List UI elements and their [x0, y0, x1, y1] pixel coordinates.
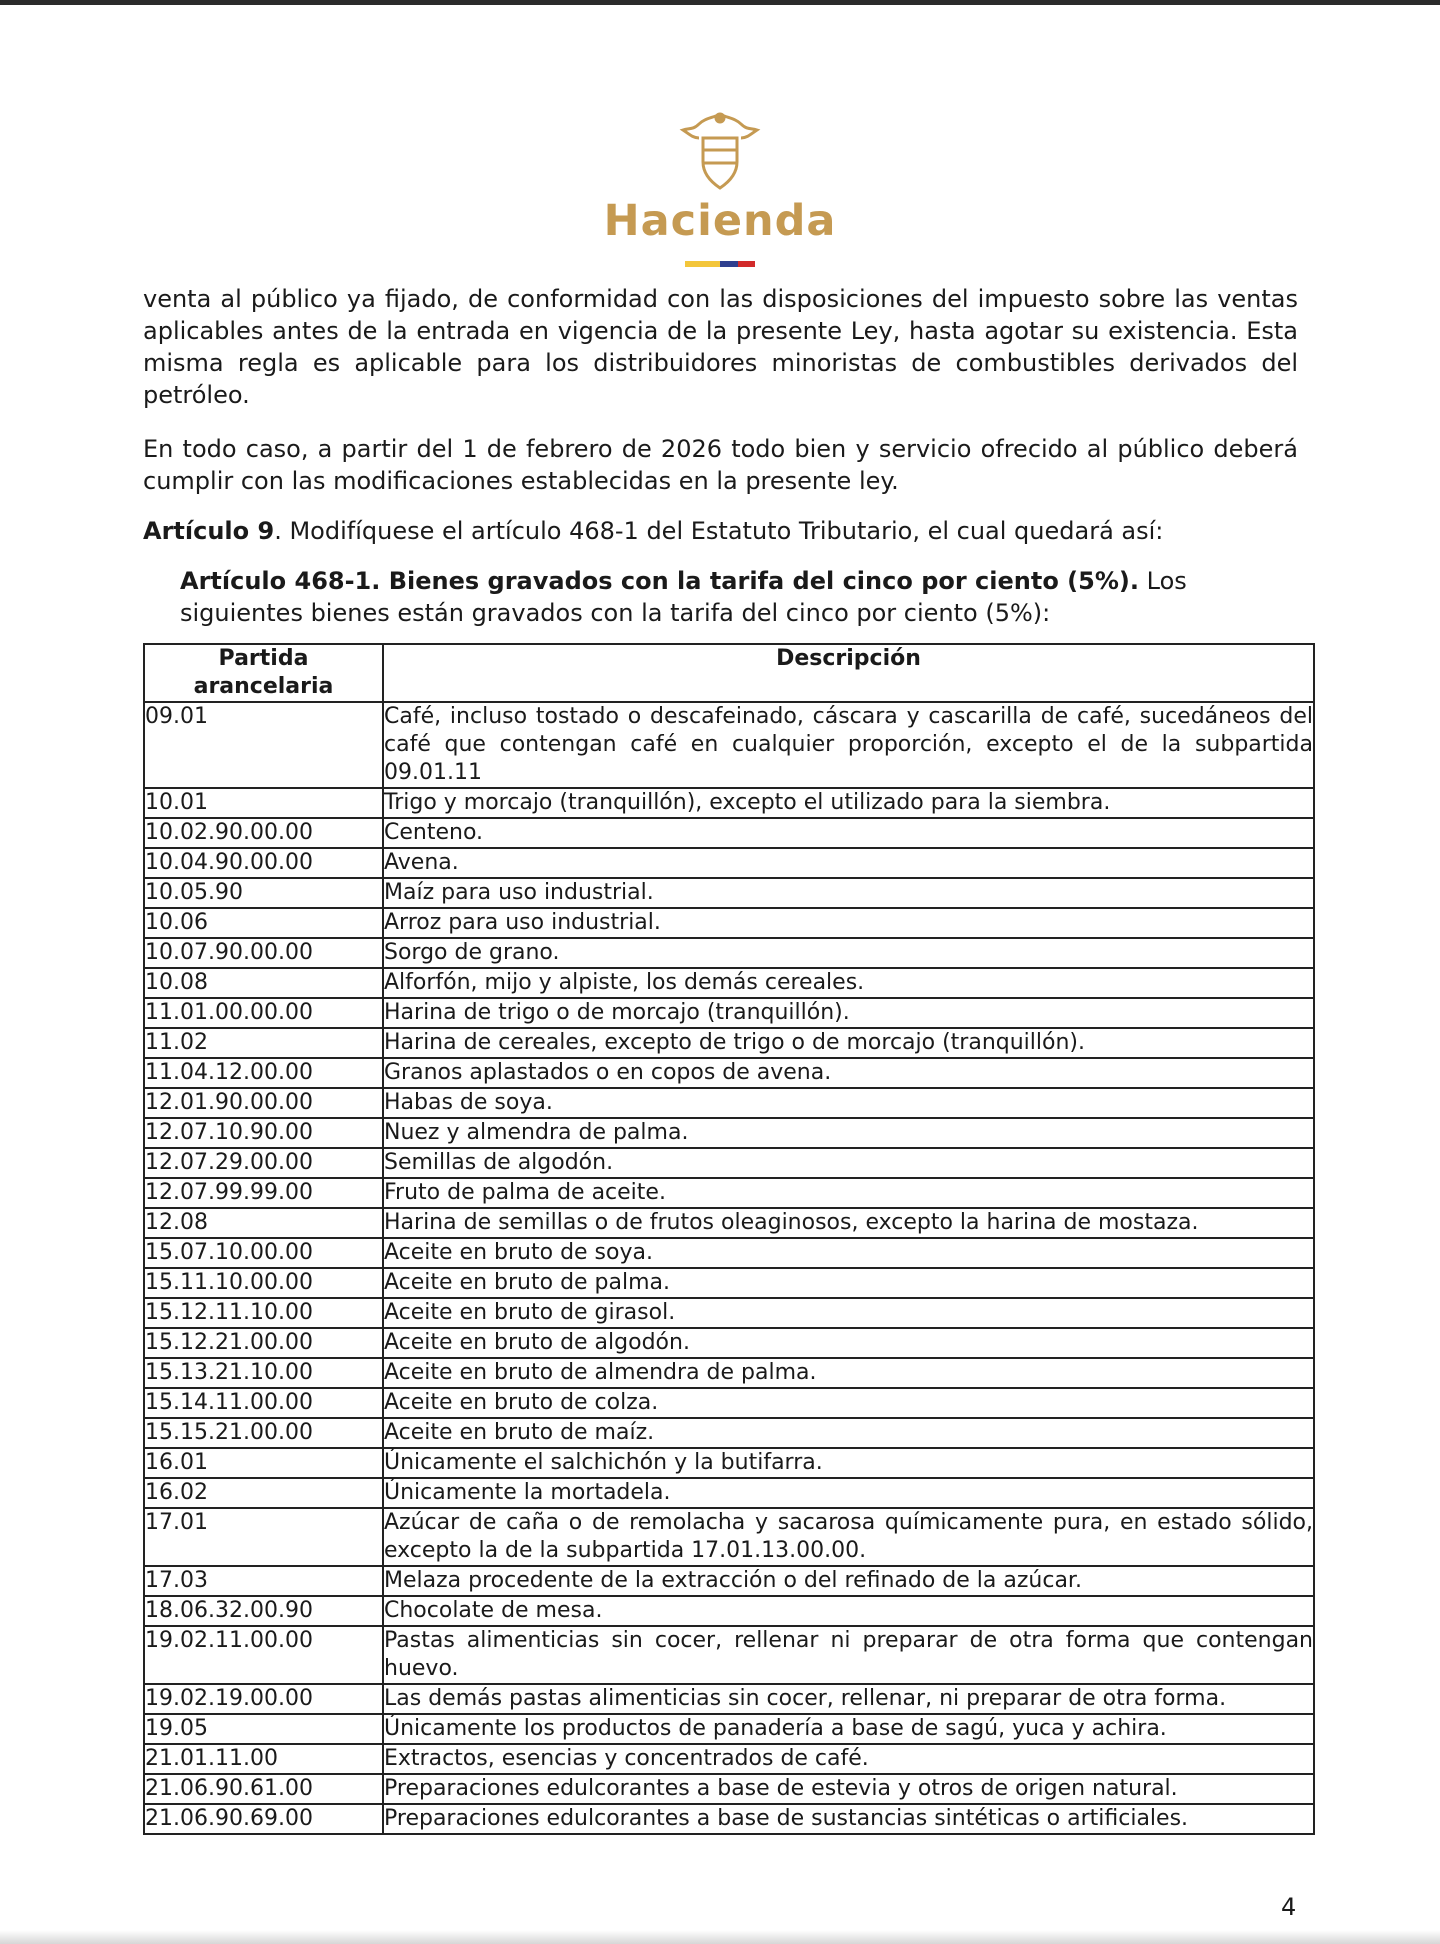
- brand-name: Hacienda: [603, 196, 837, 246]
- descripcion-cell: Únicamente la mortadela.: [383, 1478, 1314, 1508]
- descripcion-cell: Aceite en bruto de almendra de palma.: [383, 1358, 1314, 1388]
- descripcion-cell: Las demás pastas alimenticias sin cocer, rellenar, ni preparar de otra forma.: [383, 1684, 1314, 1714]
- partida-cell: 15.12.11.10.00: [144, 1298, 383, 1328]
- table-row: [144, 1298, 1314, 1328]
- descripcion-cell: Aceite en bruto de maíz.: [383, 1418, 1314, 1448]
- table-row: [144, 998, 1314, 1028]
- descripcion-cell: Harina de cereales, excepto de trigo o de morcajo (tranquillón).: [383, 1028, 1314, 1058]
- table-row: [144, 1268, 1314, 1298]
- partida-cell: 10.02.90.00.00: [144, 818, 383, 848]
- partida-cell: 10.06: [144, 908, 383, 938]
- partida-cell: 15.15.21.00.00: [144, 1418, 383, 1448]
- table-row: [144, 1626, 1314, 1684]
- table-row: [144, 1596, 1314, 1626]
- table-row: [144, 1684, 1314, 1714]
- table-header-row: [144, 644, 1314, 702]
- descripcion-cell: Únicamente los productos de panadería a base de sagú, yuca y achira.: [383, 1714, 1314, 1744]
- partida-cell: 16.02: [144, 1478, 383, 1508]
- partida-cell: 19.05: [144, 1714, 383, 1744]
- descripcion-cell: Pastas alimenticias sin cocer, rellenar ni preparar de otra forma que contengan huevo.: [383, 1626, 1314, 1684]
- partida-cell: 11.02: [144, 1028, 383, 1058]
- descripcion-cell: Alforfón, mijo y alpiste, los demás cereales.: [383, 968, 1314, 998]
- table-row: [144, 1148, 1314, 1178]
- partida-cell: 15.07.10.00.00: [144, 1238, 383, 1268]
- partida-cell: 12.01.90.00.00: [144, 1088, 383, 1118]
- table-row: [144, 1804, 1314, 1834]
- table-row: [144, 1714, 1314, 1744]
- descripcion-cell: Nuez y almendra de palma.: [383, 1118, 1314, 1148]
- descripcion-cell: Harina de trigo o de morcajo (tranquillón).: [383, 998, 1314, 1028]
- partida-cell: 21.06.90.61.00: [144, 1774, 383, 1804]
- partida-cell: 15.11.10.00.00: [144, 1268, 383, 1298]
- table-row: [144, 818, 1314, 848]
- descripcion-cell: Aceite en bruto de palma.: [383, 1268, 1314, 1298]
- partida-cell: 12.07.10.90.00: [144, 1118, 383, 1148]
- document-body: [143, 283, 1313, 1835]
- bottom-shade: [0, 1930, 1440, 1944]
- table-row: [144, 1478, 1314, 1508]
- descripcion-cell: Azúcar de caña o de remolacha y sacarosa químicamente pura, en estado sólido, excepto la de la subpartida 17.01.13.00.00.: [383, 1508, 1314, 1566]
- partida-cell: 10.08: [144, 968, 383, 998]
- coat-of-arms-icon: [675, 108, 765, 196]
- top-border: [0, 0, 1440, 5]
- table-row: [144, 702, 1314, 788]
- table-row: [144, 1448, 1314, 1478]
- partida-cell: 19.02.11.00.00: [144, 1626, 383, 1684]
- descripcion-cell: Granos aplastados o en copos de avena.: [383, 1058, 1314, 1088]
- descripcion-cell: Avena.: [383, 848, 1314, 878]
- partida-cell: 11.01.00.00.00: [144, 998, 383, 1028]
- page-header: [0, 108, 1440, 267]
- descripcion-cell: Melaza procedente de la extracción o del refinado de la azúcar.: [383, 1566, 1314, 1596]
- descripcion-cell: Maíz para uso industrial.: [383, 878, 1314, 908]
- partida-cell: 10.04.90.00.00: [144, 848, 383, 878]
- partida-cell: 11.04.12.00.00: [144, 1058, 383, 1088]
- partida-cell: 10.05.90: [144, 878, 383, 908]
- descripcion-cell: Centeno.: [383, 818, 1314, 848]
- page-number: 4: [1281, 1893, 1297, 1921]
- table-row: [144, 1566, 1314, 1596]
- table-row: [144, 1058, 1314, 1088]
- table-row: [144, 788, 1314, 818]
- table-row: [144, 1358, 1314, 1388]
- table-row: [144, 938, 1314, 968]
- descripcion-cell: Únicamente el salchichón y la butifarra.: [383, 1448, 1314, 1478]
- partida-cell: 12.08: [144, 1208, 383, 1238]
- partida-cell: 15.14.11.00.00: [144, 1388, 383, 1418]
- table-row: [144, 1418, 1314, 1448]
- table-row: [144, 1388, 1314, 1418]
- partida-cell: 12.07.29.00.00: [144, 1148, 383, 1178]
- descripcion-cell: Extractos, esencias y concentrados de café.: [383, 1744, 1314, 1774]
- partida-cell: 16.01: [144, 1448, 383, 1478]
- article-9-label: Artículo 9: [143, 517, 275, 545]
- article-468-1-paragraph: [180, 565, 1298, 629]
- column-header-partida: Partida arancelaria: [144, 644, 383, 702]
- partida-cell: 09.01: [144, 702, 383, 788]
- descripcion-cell: Trigo y morcajo (tranquillón), excepto el utilizado para la siembra.: [383, 788, 1314, 818]
- table-row: [144, 1208, 1314, 1238]
- descripcion-cell: Aceite en bruto de colza.: [383, 1388, 1314, 1418]
- partida-cell: 18.06.32.00.90: [144, 1596, 383, 1626]
- descripcion-cell: Arroz para uso industrial.: [383, 908, 1314, 938]
- table-row: [144, 1118, 1314, 1148]
- descripcion-cell: Fruto de palma de aceite.: [383, 1178, 1314, 1208]
- article-9-text: . Modifíquese el artículo 468-1 del Estatuto Tributario, el cual quedará así:: [274, 517, 1164, 545]
- table-row: [144, 1088, 1314, 1118]
- article-468-1-label: Artículo 468-1. Bienes gravados con la tarifa del cinco por ciento (5%).: [180, 567, 1139, 595]
- descripcion-cell: Aceite en bruto de girasol.: [383, 1298, 1314, 1328]
- descripcion-cell: Preparaciones edulcorantes a base de sustancias sintéticas o artificiales.: [383, 1804, 1314, 1834]
- descripcion-cell: Sorgo de grano.: [383, 938, 1314, 968]
- descripcion-cell: Café, incluso tostado o descafeinado, cáscara y cascarilla de café, sucedáneos del café que contengan café en cualquier proporción, excepto el de la subpartida 09.01.11: [383, 702, 1314, 788]
- table-row: [144, 1238, 1314, 1268]
- descripcion-cell: Semillas de algodón.: [383, 1148, 1314, 1178]
- partida-cell: 10.07.90.00.00: [144, 938, 383, 968]
- table-row: [144, 1178, 1314, 1208]
- table-row: [144, 1744, 1314, 1774]
- article-9-paragraph: [143, 515, 1298, 547]
- descripcion-cell: Aceite en bruto de algodón.: [383, 1328, 1314, 1358]
- descripcion-cell: Preparaciones edulcorantes a base de estevia y otros de origen natural.: [383, 1774, 1314, 1804]
- table-body: [144, 702, 1314, 1834]
- table-row: [144, 848, 1314, 878]
- table-row: [144, 878, 1314, 908]
- descripcion-cell: Habas de soya.: [383, 1088, 1314, 1118]
- article-468-1-text: Los siguientes bienes están gravados con la tarifa del cinco por ciento (5%):: [180, 567, 1187, 627]
- table-row: [144, 1774, 1314, 1804]
- table-row: [144, 1508, 1314, 1566]
- paragraph-transition: En todo caso, a partir del 1 de febrero de 2026 todo bien y servicio ofrecido al público deberá cumplir con las modificaciones establecidas en la presente ley.: [143, 435, 1298, 495]
- table-row: [144, 968, 1314, 998]
- tariff-table: [143, 643, 1315, 1835]
- partida-cell: 12.07.99.99.00: [144, 1178, 383, 1208]
- descripcion-cell: Chocolate de mesa.: [383, 1596, 1314, 1626]
- partida-cell: 15.12.21.00.00: [144, 1328, 383, 1358]
- descripcion-cell: Aceite en bruto de soya.: [383, 1238, 1314, 1268]
- partida-cell: 15.13.21.10.00: [144, 1358, 383, 1388]
- table-row: [144, 908, 1314, 938]
- partida-cell: 19.02.19.00.00: [144, 1684, 383, 1714]
- partida-cell: 17.01: [144, 1508, 383, 1566]
- partida-cell: 10.01: [144, 788, 383, 818]
- table-row: [144, 1028, 1314, 1058]
- flag-stripe: [685, 261, 755, 267]
- partida-cell: 21.01.11.00: [144, 1744, 383, 1774]
- partida-cell: 21.06.90.69.00: [144, 1804, 383, 1834]
- paragraph-continuation: venta al público ya fijado, de conformidad con las disposiciones del impuesto sobre las ventas aplicables antes de la entrada en vigencia de la presente Ley, hasta agotar su existencia. Esta misma regla es aplicable para los distribuidores minoristas de combustibles derivados del petróleo.: [143, 285, 1298, 409]
- partida-cell: 17.03: [144, 1566, 383, 1596]
- column-header-descripcion: Descripción: [383, 644, 1314, 702]
- table-row: [144, 1328, 1314, 1358]
- descripcion-cell: Harina de semillas o de frutos oleaginosos, excepto la harina de mostaza.: [383, 1208, 1314, 1238]
